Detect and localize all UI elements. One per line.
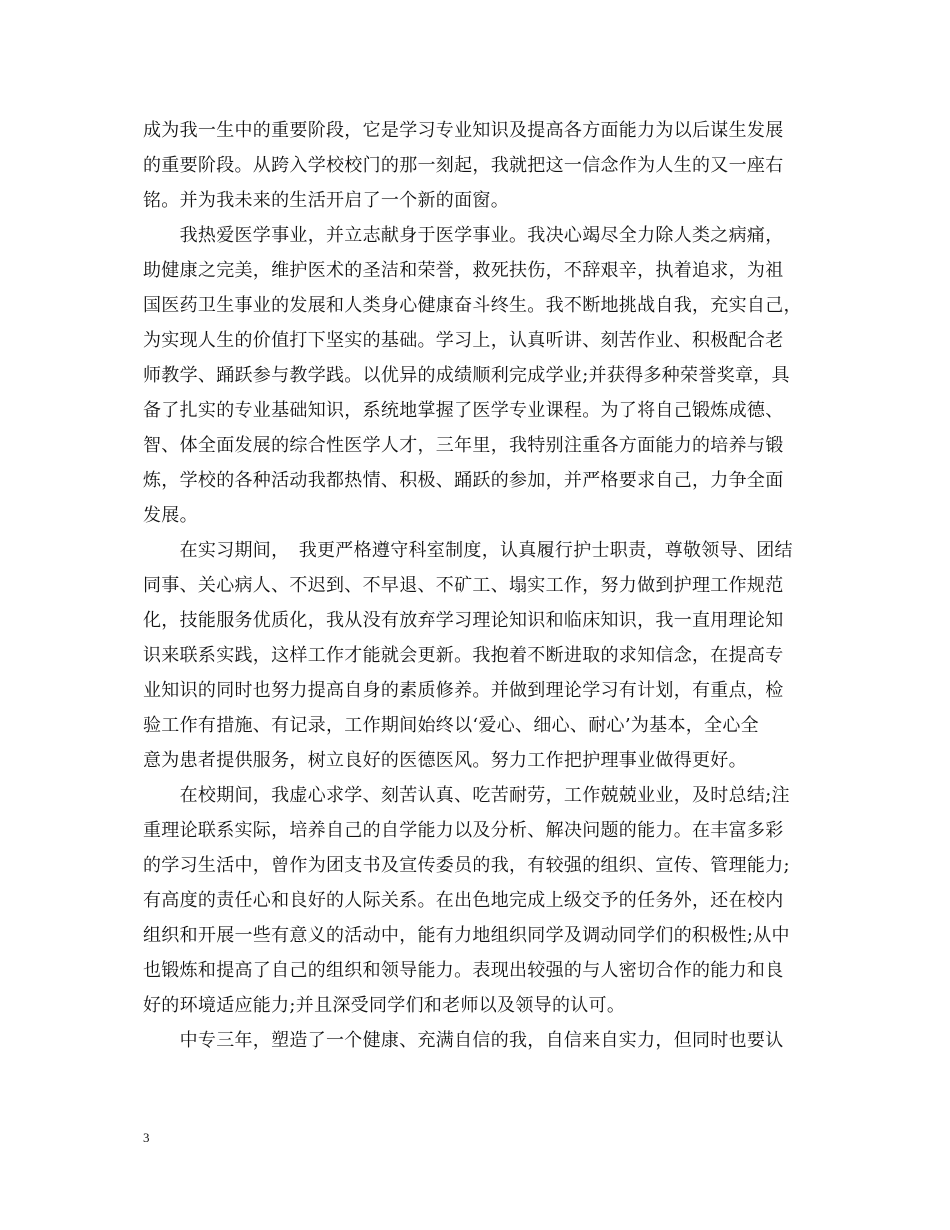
text-line: 国医药卫生事业的发展和人类身心健康奋斗终生。我不断地挑战自我，充实自己，	[143, 295, 802, 316]
text-line: 在实习期间， 我更严格遵守科室制度，认真履行护士职责，尊敬领导、团结	[143, 540, 793, 561]
page-number: 3	[143, 1130, 150, 1145]
text-line: 同事、关心病人、不迟到、不早退、不矿工、塌实工作，努力做到护理工作规范	[143, 575, 784, 596]
text-line: 有高度的责任心和良好的人际关系。在出色地完成上级交予的任务外，还在校内	[143, 890, 784, 911]
text-line: 重理论联系实际，培养自己的自学能力以及分析、解决问题的能力。在丰富多彩	[143, 820, 784, 841]
text-line: 我热爱医学事业，并立志献身于医学事业。我决心竭尽全力除人类之病痛，	[143, 225, 784, 246]
text-line: 业知识的同时也努力提高自身的素质修养。并做到理论学习有计划，有重点，检	[143, 680, 784, 701]
text-line: 意为患者提供服务，树立良好的医德医风。努力工作把护理事业做得更好。	[143, 750, 747, 771]
text-line: 成为我一生中的重要阶段，它是学习专业知识及提高各方面能力为以后谋生发展	[143, 120, 784, 141]
text-line: 的学习生活中，曾作为团支书及宣传委员的我，有较强的组织、宣传、管理能力;	[143, 855, 790, 876]
text-line: 化，技能服务优质化，我从没有放弃学习理论知识和临床知识，我一直用理论知	[143, 610, 784, 631]
text-line: 好的环境适应能力;并且深受同学们和老师以及领导的认可。	[143, 995, 626, 1016]
text-line: 为实现人生的价值打下坚实的基础。学习上，认真听讲、刻苦作业、积极配合老	[143, 330, 784, 351]
text-line: 的重要阶段。从跨入学校校门的那一刻起，我就把这一信念作为人生的又一座右	[143, 155, 784, 176]
text-line: 识来联系实践，这样工作才能就会更新。我抱着不断进取的求知信念，在提高专	[143, 645, 784, 666]
text-line: 在校期间，我虚心求学、刻苦认真、吃苦耐劳，工作兢兢业业，及时总结;注	[143, 785, 790, 806]
text-line: 智、体全面发展的综合性医学人才，三年里，我特别注重各方面能力的培养与锻	[143, 435, 784, 456]
text-line: 验工作有措施、有记录，工作期间始终以‘爱心、细心、耐心’为基本，全心全	[143, 715, 759, 736]
text-line: 助健康之完美，维护医术的圣洁和荣誉，救死扶伤，不辞艰辛，执着追求，为祖	[143, 260, 784, 281]
text-line: 备了扎实的专业基础知识，系统地掌握了医学专业课程。为了将自己锻炼成德、	[143, 400, 784, 421]
body-text	[143, 113, 815, 1058]
text-line: 也锻炼和提高了自己的组织和领导能力。表现出较强的与人密切合作的能力和良	[143, 960, 784, 981]
text-line: 炼，学校的各种活动我都热情、积极、踊跃的参加，并严格要求自己，力争全面	[143, 470, 784, 491]
text-line: 组织和开展一些有意义的活动中，能有力地组织同学及调动同学们的积极性;从中	[143, 925, 790, 946]
text-line: 发展。	[143, 505, 198, 526]
text-line: 铭。并为我未来的生活开启了一个新的面窗。	[143, 190, 509, 211]
text-line: 中专三年，塑造了一个健康、充满自信的我，自信来自实力，但同时也要认	[143, 1030, 784, 1051]
text-line: 师教学、踊跃参与教学践。以优异的成绩顺利完成学业;并获得多种荣誉奖章，具	[143, 365, 790, 386]
